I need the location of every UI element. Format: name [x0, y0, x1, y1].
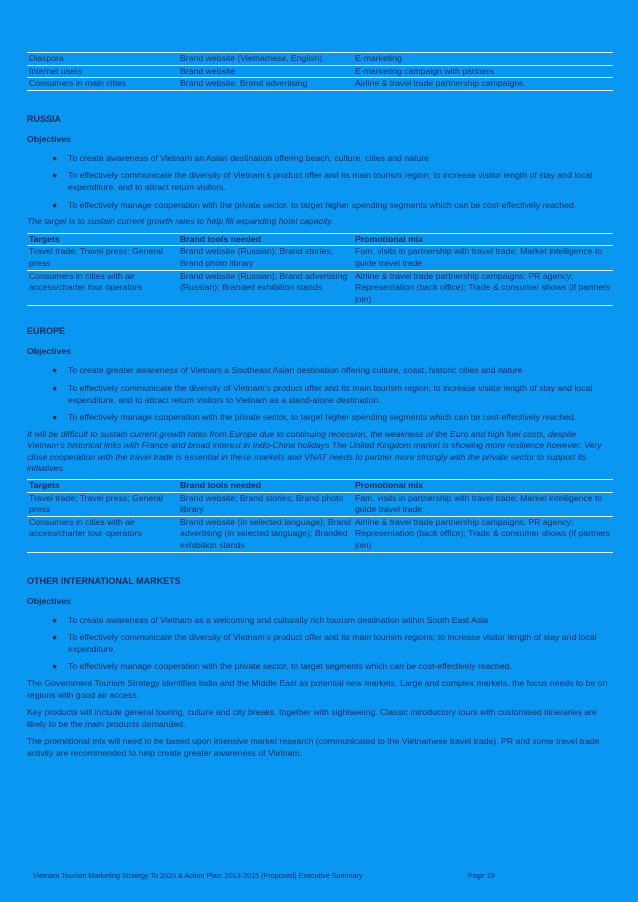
table-cell: E-marketing campaign with partners	[355, 65, 495, 76]
section-title-europe: EUROPE	[27, 326, 66, 337]
table-row	[27, 492, 613, 516]
table-row	[27, 65, 613, 78]
table-header: Targets	[29, 480, 60, 491]
europe-note: It will be difficult to sustain current growth rates from Europe due to continuing recession, the weakness of the Euro and high fuel costs, despite Vietnam’s historical links with France and broad interest in Indo-China holidays The United Kingdom market is showing more resilience however. Very close cooperation with the travel trade is essential in these markets and VNAT needs to partner more strongly with the private sector to support its initiatives.	[27, 428, 602, 474]
objectives-list	[27, 365, 613, 423]
table-cell: Airline & travel trade partnership campaigns; PR agency; Representation (back office); Trade & consumer shows (if partners join)	[355, 516, 611, 551]
table-cell: Travel trade; Travel press; General press	[29, 492, 163, 515]
table-cell: Internet users	[29, 65, 83, 76]
objectives-heading: Objectives	[27, 133, 71, 144]
page-footer	[33, 871, 513, 880]
list-item-text: To effectively communicate the diversity of Vietnam’s product offer and its main tourism region; to increase visitor length of stay and local expenditure, and to attract return visitors.	[68, 170, 593, 192]
table-cell: Airline & travel trade partnership campaigns; PR agency; Representation (back office); Trade & consumer shows (if partners join)	[355, 270, 611, 304]
table-cell: Brand website (Russian); Brand advertising (Russian); Branded exhibition stands	[180, 270, 348, 293]
list-item	[27, 383, 613, 406]
document-page	[27, 0, 613, 760]
objectives-list	[27, 153, 613, 211]
objectives-heading: Objectives	[27, 595, 71, 606]
list-item-text: To create greater awareness of Vietnam a Southeast Asian destination offering culture, coast, historic cities and nature	[68, 365, 523, 376]
bullet-icon: ●	[52, 614, 58, 625]
table-row	[27, 78, 613, 91]
objectives-heading: Objectives	[27, 346, 71, 357]
bullet-icon: ●	[52, 365, 58, 376]
bullet-icon: ●	[52, 170, 58, 181]
bullet-icon: ●	[52, 199, 58, 210]
paragraph: The Government Tourism Strategy identifies India and the Middle East as potential new markets. Large and complex markets, the focus needs to be on regions with good air access.	[27, 678, 608, 700]
objectives-list	[27, 615, 613, 673]
table-cell: Airline & travel trade partnership campaigns	[355, 78, 524, 89]
table-cell: Consumers in main cities	[29, 78, 127, 89]
table-cell: Brand website (Russian); Brand stories; Brand photo library	[180, 246, 334, 268]
list-item	[27, 153, 613, 165]
bullet-icon: ●	[52, 661, 58, 672]
bullet-icon: ●	[52, 152, 58, 163]
table-header: Targets	[29, 233, 60, 244]
footer-title: Vietnam Tourism Marketing Strategy To 2020 & Action Plan: 2013-2015 (Proposed) Executive Summary	[33, 871, 363, 880]
table-cell: Fam. visits in partnership with travel trade; Market intelligence to guide travel trade	[355, 492, 603, 515]
table-cell: Consumers in cities with air access/charter tour operators	[29, 270, 142, 293]
russia-table	[27, 233, 613, 307]
list-item	[27, 170, 613, 193]
table-cell: Travel trade; Travel press; General press	[29, 246, 163, 268]
list-item-text: To create awareness of Vietnam as a welcoming and culturally rich tourism destination within South East Asia	[68, 614, 488, 625]
list-item	[27, 200, 613, 212]
table-cell: Brand website; Brand stories; Brand photo library	[180, 492, 344, 515]
list-item-text: To effectively communicate the diversity of Vietnam’s product offer and its main tourism regions; to increase visitor length of stay and local expenditure.	[68, 632, 597, 654]
table-header-row	[27, 480, 613, 493]
table-cell: E-marketing	[355, 53, 402, 63]
table-header: Brand tools needed	[180, 480, 262, 491]
table-header: Promotional mix	[355, 233, 424, 244]
list-item-text: To effectively communicate the diversity of Vietnam’s product offer and its main tourism region; to increase visitor length of stay and local expenditure, and to attract return visitors to Vietnam as a stand-alone destination.	[68, 382, 593, 405]
list-item-text: To create awareness of Vietnam an Asian destination offering beach, culture, cities and nature	[68, 152, 429, 163]
list-item	[27, 615, 613, 627]
table-row	[27, 53, 613, 66]
table-cell: Brand website (in selected language); Brand advertising (in selected language); Branded exhibition stands	[180, 516, 351, 551]
bullet-icon: ●	[52, 382, 58, 393]
bullet-icon: ●	[52, 632, 58, 643]
page-number: Page 19	[468, 871, 495, 880]
top-table	[27, 52, 613, 91]
table-header: Brand tools needed	[180, 233, 262, 244]
table-row	[27, 246, 613, 270]
section-title-other-markets: OTHER INTERNATIONAL MARKETS	[27, 575, 181, 586]
table-cell: Brand website	[180, 65, 236, 76]
russia-note: The target is to sustain current growth rates to help fill expanding hotel capacity.	[27, 216, 334, 227]
table-cell: Brand website (Vietnamese, English)	[180, 53, 323, 63]
list-item-text: To effectively manage cooperation with the private sector, to target higher spending segments which can be cost-effectively reached.	[68, 199, 577, 210]
europe-table	[27, 479, 613, 553]
table-cell: Fam. visits in partnership with travel trade; Market intelligence to guide travel trade	[355, 246, 603, 268]
table-cell: Brand website; Brand advertising	[180, 78, 308, 89]
paragraph: The promotional mix will need to be based upon intensive market research (communicated to the Vietnamese travel trade). PR and some travel trade activity are recommended to help create greater awareness of Vietnam.	[27, 736, 600, 758]
list-item	[27, 661, 613, 673]
bullet-icon: ●	[52, 412, 58, 423]
table-row	[27, 516, 613, 552]
paragraph: Key products will include general touring, culture and city breaks, together with sightseeing. Classic introductory tours with customised itineraries are likely to be the main products demanded.	[27, 707, 597, 729]
section-title-russia: RUSSIA	[27, 113, 62, 124]
list-item-text: To effectively manage cooperation with the private sector, to target segments which can be cost-effectively reached.	[68, 661, 512, 672]
table-cell: Consumers in cities with air access/charter tour operators	[29, 516, 142, 539]
table-header-row	[27, 233, 613, 246]
list-item	[27, 365, 613, 377]
list-item-text: To effectively manage cooperation with the private sector, to target higher spending segments which can be cost-effectively reached.	[68, 412, 577, 423]
list-item	[27, 632, 613, 655]
list-item	[27, 412, 613, 424]
table-row	[27, 270, 613, 306]
table-header: Promotional mix	[355, 480, 424, 491]
table-cell: Diaspora	[29, 53, 64, 63]
